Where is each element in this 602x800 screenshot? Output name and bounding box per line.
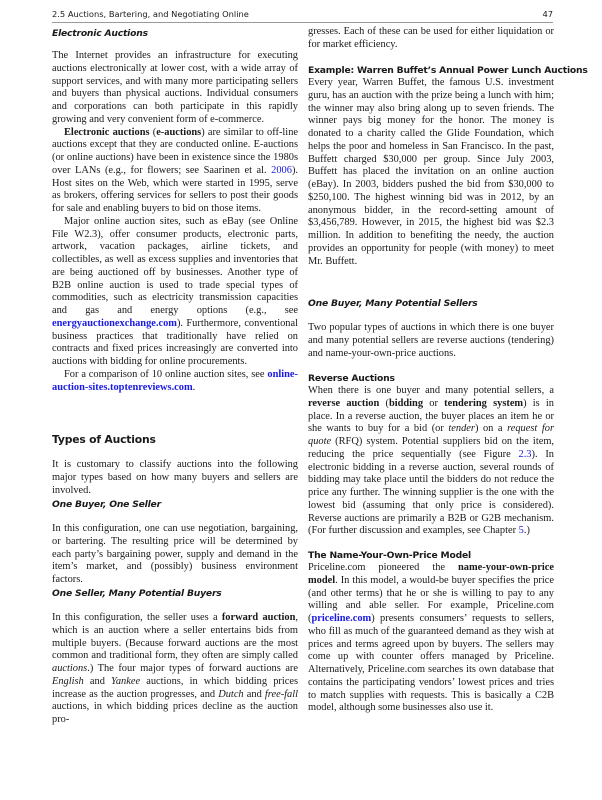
- italic-term: English: [52, 675, 84, 687]
- paragraph: [308, 26, 554, 52]
- heading-one-buyer-one-seller: One Buyer, One Seller: [52, 499, 161, 510]
- paragraph: [52, 50, 298, 127]
- heading-one-seller-many-buyers: One Seller, Many Potential Buyers: [52, 588, 222, 599]
- text-run: The Internet provides an infrastructure for executing auctions electronically at lower cost, with a wide array of support services, and with many more participating sellers and buyers than physical auctions. Individual consumers and corporations can both participate in this rapidly growing and very convenient form of e-commerce.: [52, 50, 298, 125]
- text-run: and: [83, 675, 112, 687]
- link[interactable]: 2006: [271, 164, 292, 176]
- bold-term: Electronic auctions: [64, 126, 150, 138]
- paragraph-block: [308, 385, 554, 538]
- link[interactable]: energyauctionexchange.com: [52, 317, 177, 329]
- link[interactable]: priceline.com: [311, 613, 372, 624]
- italic-term: tender: [448, 423, 475, 435]
- paragraph-block: [52, 523, 298, 587]
- running-header: [52, 7, 553, 23]
- text-run: When there is one buyer and many potential sellers, a: [308, 385, 554, 396]
- text-run: auctions, in which bidding prices increase as the auction progresses, and: [52, 675, 298, 700]
- text-run: ) is in place. In a reverse auction, the buyer places an item he or she wants to buy for a bid (or: [308, 397, 555, 435]
- text-run: , which is an auction where a seller entertains bids from multiple buyers. (Because forward auctions are the most common and traditional form, they often are simply called: [52, 612, 298, 662]
- italic-term: free-fall: [264, 688, 299, 700]
- bold-term: forward auction: [221, 612, 296, 623]
- section-electronic-auctions-body: [52, 50, 298, 394]
- text-run: Two popular types of auctions in which there is one buyer and many potential sellers are reverse auctions (tendering) and name-your-own-price auctions.: [308, 322, 554, 359]
- italic-term: auctions: [52, 663, 88, 674]
- text-run: It is customary to classify auctions into the following major types based on how many buyers and sellers are involved.: [52, 459, 298, 496]
- bold-term: reverse auction: [308, 397, 380, 409]
- text-run: In this configuration, the seller uses a: [52, 612, 222, 623]
- paragraph-block: [308, 26, 554, 52]
- link[interactable]: 5: [518, 525, 524, 537]
- text-run: For a comparison of 10 online auction sites, see: [64, 368, 268, 380]
- bold-term: bidding: [388, 397, 424, 409]
- text-run: ) are similar to off-line auctions except that they are conducted online. E-auctions (or online auctions) have been in existence since the 1980s over LANs (e.g., for flowers; see Saarinen et al.: [52, 126, 298, 176]
- text-run: Every year, Warren Buffet, the famous U.S. investment guru, has an auction with the prize being a lunch with him; the winner may also bring along up to seven friends. The winner pays big money for the honor. The money is donated to a charity called the Glide Foundation, which helps the poor and homeless in San Francisco. In the past, Buffett charged $30,000 per group. Since July 2003, Buffett has placed the invitation on an online auction (eBay). In 2003, bidders pushed the bid from $30,000 to $250,100. The highest winning bid was in 2012, by an anonymous bidder, in the record-setting amount of $3,456,789. However, in 2015, the highest bid was $2.3 million. In addition to benefiting the needy, the auction provides an opportunity for people (with money) to meet Mr. Buffett.: [308, 77, 554, 267]
- paragraph-block: [308, 562, 554, 715]
- text-run: ). Host sites on the Web, which were started in 1995, serve as brokers, offering services for sellers to post their goods for sale and enabling buyers to bid on those items.: [52, 164, 298, 214]
- paragraph: [52, 459, 298, 497]
- paragraph-block: [308, 77, 554, 268]
- paragraph-block: [52, 612, 298, 727]
- heading-types-of-auctions: Types of Auctions: [52, 433, 156, 446]
- heading-name-your-own-price: The Name-Your-Own-Price Model: [308, 550, 471, 561]
- section-title: 2.5 Auctions, Bartering, and Negotiating Online: [52, 9, 249, 19]
- paragraph-block: [308, 322, 554, 360]
- link[interactable]: 2.3: [518, 448, 532, 460]
- italic-term: request for quote: [308, 423, 554, 447]
- text-run: ) presents consumers’ requests to sellers, who fill as much of the guaranteed demand as they wish at prices and terms agreed upon by buyers. The sellers may come up with counter offers managed by Priceline. Alternatively, Priceline.com searches its own database that contains the participating vendors’ lowest prices and tries to match supplies with requests. This is basically a C2B model, although some businesses also use it.: [308, 613, 554, 714]
- text-run: .: [192, 381, 196, 393]
- text-run: . In this model, a would-be buyer specifies the price (and other terms) that he or she is willing to pay to any willing and able seller. For example, Priceline.com (: [308, 574, 554, 624]
- text-run: (: [379, 397, 389, 409]
- text-run: ) on a: [474, 423, 508, 435]
- bold-term: e-auctions: [156, 126, 202, 138]
- bold-term: tendering system: [444, 397, 524, 409]
- paragraph: [308, 322, 554, 360]
- paragraph: [52, 612, 298, 727]
- bold-term: name-your-own-price model: [308, 562, 554, 586]
- paragraph: [52, 127, 298, 216]
- paragraph-block: [52, 459, 298, 497]
- heading-reverse-auctions: Reverse Auctions: [308, 373, 395, 384]
- italic-term: Dutch: [218, 688, 244, 700]
- text-run: Major online auction sites, such as eBay (see Online File W2.3), offer consumer products, electronic parts, artwork, vacation packages, airline tickets, and collectibles, as well as excess supplies and inventories that are being auctioned off by businesses. Another type of B2B online auction is used to trade special types of commodities, such as electricity transmission capacities and gas and energy options (e.g., see: [52, 215, 298, 316]
- paragraph: [308, 385, 554, 538]
- text-run: (: [149, 126, 157, 138]
- text-run: or: [423, 397, 445, 409]
- italic-term: Yankee: [111, 675, 141, 687]
- text-run: auctions, in which bidding prices decline as the auction pro-: [52, 701, 298, 725]
- text-run: ). Furthermore, conventional business practices that traditionally have relied on contracts and fixed prices increasingly are converted into auctions with bidding for online procurements.: [52, 317, 298, 367]
- text-run: Priceline.com pioneered the: [308, 562, 458, 573]
- text-run: .): [523, 525, 530, 537]
- text-run: ). In electronic bidding in a reverse auction, several rounds of bidding may take place until the bidders do not reduce the price any further. The winning supplier is the one with the lowest bid (assuming that only price is considered). Reverse auctions are primarily a B2B or G2B mechanism. (For further discussion and examples, see Chapter: [308, 448, 555, 537]
- paragraph: [52, 523, 298, 587]
- link[interactable]: online-auction-sites.toptenreviews.com: [52, 368, 298, 393]
- text-run: (RFQ) system. Potential suppliers bid on the item, reducing the price sequentially (see Figure: [308, 436, 554, 460]
- heading-electronic-auctions: Electronic Auctions: [52, 28, 148, 39]
- text-run: In this configuration, one can use negotiation, bargaining, or bartering. The resulting price will be determined by each party’s bargaining power, supply and demand in the item’s market, and (possibly) business environment factors.: [52, 523, 298, 585]
- text-run: .) The four major types of forward auctions are: [87, 663, 298, 674]
- paragraph: [308, 562, 554, 715]
- paragraph: [52, 216, 298, 369]
- page-number: 47: [542, 9, 553, 19]
- text-run: gresses. Each of these can be used for either liquidation or for market efficiency.: [308, 26, 554, 50]
- text-run: and: [243, 688, 265, 700]
- paragraph: [52, 369, 298, 395]
- paragraph: [308, 77, 554, 268]
- heading-example-buffet: Example: Warren Buffet’s Annual Power Lunch Auctions: [308, 65, 588, 76]
- heading-one-buyer-many-sellers: One Buyer, Many Potential Sellers: [308, 298, 478, 309]
